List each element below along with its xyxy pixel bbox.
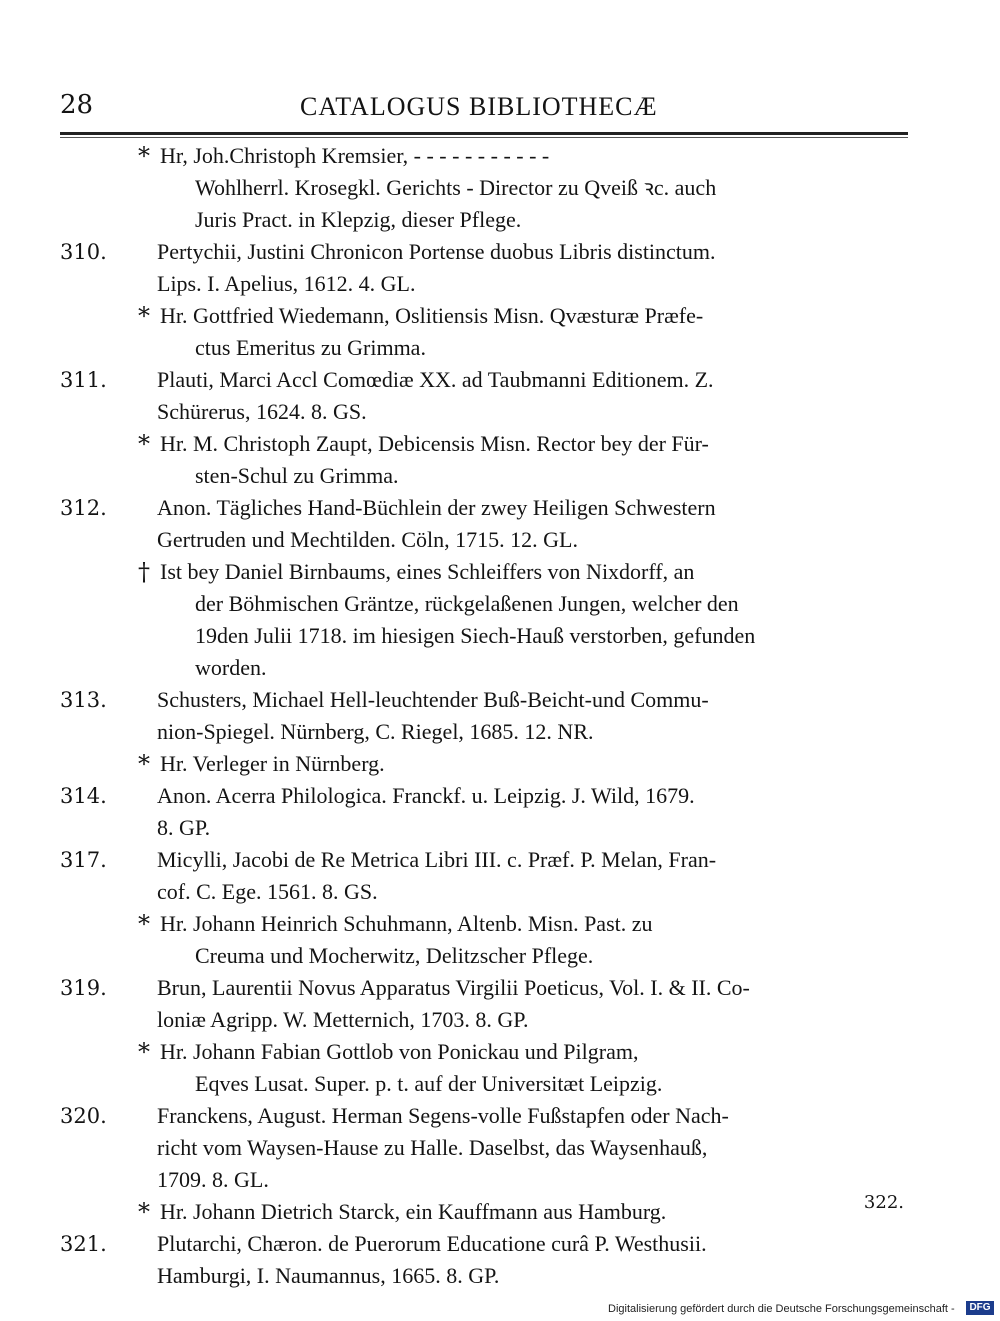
asterisk-mark: * xyxy=(138,430,150,458)
note-text xyxy=(160,748,910,780)
entry-number: 319. xyxy=(60,976,107,1000)
text-line: Franckens, August. Herman Segens-volle Fußstapfen oder Nach- xyxy=(157,1103,729,1128)
entry-number: 320. xyxy=(60,1104,107,1128)
catchword: 322. xyxy=(863,1192,904,1213)
catalogue-entry xyxy=(60,364,910,428)
text-line: cof. C. Ege. 1561. 8. GS. xyxy=(157,879,378,904)
text-line: Hr. Johann Fabian Gottlob von Ponickau und Pilgram, xyxy=(160,1039,639,1064)
text-line: 8. GP. xyxy=(157,815,211,840)
entry-text xyxy=(157,684,910,748)
owner-note xyxy=(60,140,910,236)
note-text xyxy=(160,1196,910,1228)
text-line: Gertruden und Mechtilden. Cöln, 1715. 12. GL. xyxy=(157,527,578,552)
entry-number: 312. xyxy=(60,496,107,520)
note-text xyxy=(160,556,910,684)
text-line: Plauti, Marci Accl Comœdiæ XX. ad Taubmanni Editionem. Z. xyxy=(157,367,714,392)
entry-number: 314. xyxy=(60,784,107,808)
entry-text xyxy=(157,1228,910,1292)
note-text xyxy=(160,300,910,364)
owner-note xyxy=(60,300,910,364)
entry-number: 313. xyxy=(60,688,107,712)
entry-text xyxy=(157,1100,910,1196)
text-line: Anon. Acerra Philologica. Franckf. u. Leipzig. J. Wild, 1679. xyxy=(157,783,695,808)
text-line: Hamburgi, I. Naumannus, 1665. 8. GP. xyxy=(157,1263,500,1288)
entry-number: 321. xyxy=(60,1232,107,1256)
text-line: Hr. Gottfried Wiedemann, Oslitiensis Misn. Qvæsturæ Præfe- xyxy=(160,303,704,328)
owner-note xyxy=(60,556,910,684)
header-rule xyxy=(60,132,908,138)
text-line: Juris Pract. in Klepzig, dieser Pflege. xyxy=(195,207,522,232)
catalogue-entry xyxy=(60,972,910,1036)
text-line: ctus Emeritus zu Grimma. xyxy=(195,335,426,360)
catalogue-entry xyxy=(60,492,910,556)
entry-text xyxy=(157,364,910,428)
catalogue-entry xyxy=(60,236,910,300)
asterisk-mark: * xyxy=(138,302,150,330)
entry-text xyxy=(157,780,910,844)
asterisk-mark: * xyxy=(138,910,150,938)
text-line: Schusters, Michael Hell-leuchtender Buß-Beicht-und Commu- xyxy=(157,687,709,712)
running-head: CATALOGUS BIBLIOTHECÆ xyxy=(300,92,658,121)
entry-text xyxy=(157,844,910,908)
entry-number: 311. xyxy=(60,368,107,392)
page-number: 28 xyxy=(60,90,94,120)
asterisk-mark: * xyxy=(138,1038,150,1066)
text-line: Wohlherrl. Krosegkl. Gerichts - Director zu Qveiß ꝛc. auch xyxy=(195,175,717,200)
catalogue-entry xyxy=(60,1100,910,1196)
text-line: 1709. 8. GL. xyxy=(157,1167,269,1192)
catalogue-entry xyxy=(60,1228,910,1292)
text-line: der Böhmischen Gräntze, rückgelaßenen Jungen, welcher den xyxy=(195,591,739,616)
note-text xyxy=(160,1036,910,1100)
catalogue-entries xyxy=(60,140,910,1292)
owner-note xyxy=(60,748,910,780)
text-line: nion-Spiegel. Nürnberg, C. Riegel, 1685. 12. NR. xyxy=(157,719,594,744)
asterisk-mark: * xyxy=(138,142,150,170)
entry-number: 317. xyxy=(60,848,107,872)
catalogue-entry xyxy=(60,684,910,748)
note-text xyxy=(160,428,910,492)
note-text xyxy=(160,140,910,236)
text-line: 19den Julii 1718. im hiesigen Siech-Hauß verstorben, gefunden xyxy=(195,623,756,648)
text-line: Hr. Verleger in Nürnberg. xyxy=(160,751,385,776)
text-line: Hr. M. Christoph Zaupt, Debicensis Misn. Rector bey der Für- xyxy=(160,431,709,456)
text-line: Lips. I. Apelius, 1612. 4. GL. xyxy=(157,271,416,296)
dfg-logo: DFG xyxy=(966,1301,994,1315)
entry-text xyxy=(157,972,910,1036)
text-line: Ist bey Daniel Birnbaums, eines Schleiffers von Nixdorff, an xyxy=(160,559,695,584)
entry-text xyxy=(157,236,910,300)
text-line: Hr. Johann Heinrich Schuhmann, Altenb. Misn. Past. zu xyxy=(160,911,653,936)
text-line: Plutarchi, Chæron. de Puerorum Educatione curâ P. Westhusii. xyxy=(157,1231,707,1256)
text-line: sten-Schul zu Grimma. xyxy=(195,463,399,488)
text-line: Micylli, Jacobi de Re Metrica Libri III. c. Præf. P. Melan, Fran- xyxy=(157,847,717,872)
note-text xyxy=(160,908,910,972)
text-line: loniæ Agripp. W. Metternich, 1703. 8. GP. xyxy=(157,1007,529,1032)
entry-number: 310. xyxy=(60,240,107,264)
dagger-mark: † xyxy=(138,558,150,586)
digitization-credit: Digitalisierung gefördert durch die Deutsche Forschungsgemeinschaft - xyxy=(608,1303,955,1315)
catalogue-entry xyxy=(60,844,910,908)
asterisk-mark: * xyxy=(138,1198,150,1226)
text-line: Creuma und Mocherwitz, Delitzscher Pflege. xyxy=(195,943,594,968)
owner-note xyxy=(60,428,910,492)
asterisk-mark: * xyxy=(138,750,150,778)
text-line: Hr, Joh.Christoph Kremsier, - - - - - - - - - - - xyxy=(160,143,550,168)
owner-note xyxy=(60,1036,910,1100)
owner-note xyxy=(60,908,910,972)
text-line: Schürerus, 1624. 8. GS. xyxy=(157,399,367,424)
catalogue-entry xyxy=(60,780,910,844)
text-line: richt vom Waysen-Hause zu Halle. Daselbst, das Waysenhauß, xyxy=(157,1135,708,1160)
text-line: Brun, Laurentii Novus Apparatus Virgilii Poeticus, Vol. I. & II. Co- xyxy=(157,975,750,1000)
text-line: worden. xyxy=(195,655,267,680)
entry-text xyxy=(157,492,910,556)
text-line: Eqves Lusat. Super. p. t. auf der Universitæt Leipzig. xyxy=(195,1071,663,1096)
text-line: Hr. Johann Dietrich Starck, ein Kauffmann aus Hamburg. xyxy=(160,1199,667,1224)
owner-note xyxy=(60,1196,910,1228)
text-line: Anon. Tägliches Hand-Büchlein der zwey Heiligen Schwestern xyxy=(157,495,716,520)
text-line: Pertychii, Justini Chronicon Portense duobus Libris distinctum. xyxy=(157,239,716,264)
